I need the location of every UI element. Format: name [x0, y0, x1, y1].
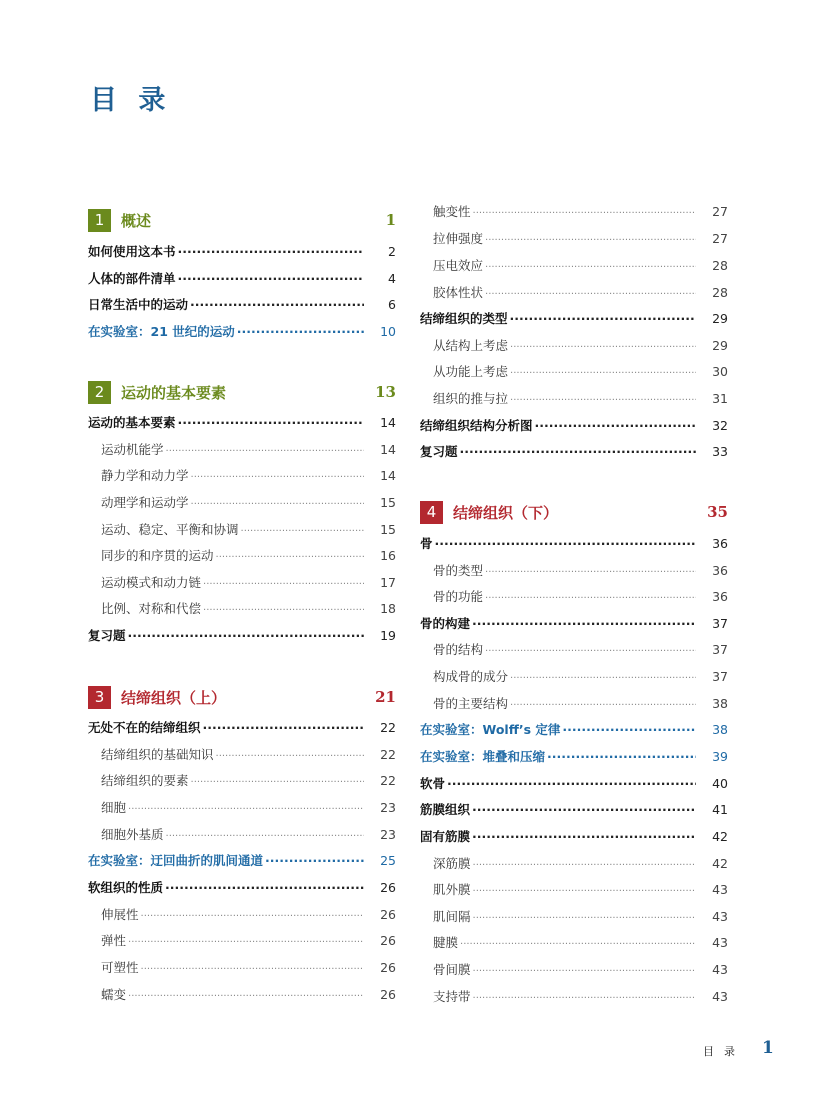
entry-label: 人体的部件清单 — [88, 271, 176, 286]
toc-subentry[interactable] — [420, 284, 728, 302]
dot-leader — [203, 719, 364, 737]
dot-leader — [485, 259, 696, 277]
entry-label: 运动机能学 — [101, 442, 164, 457]
entry-label: 运动、稳定、平衡和协调 — [101, 522, 239, 537]
toc-subentry[interactable] — [88, 959, 396, 977]
dot-leader — [473, 963, 696, 981]
entry-page-number: 38 — [712, 722, 728, 737]
dot-leader — [485, 564, 696, 582]
chapter-heading[interactable] — [88, 208, 396, 232]
toc-subentry[interactable] — [88, 441, 396, 459]
entry-page-number: 23 — [380, 800, 396, 815]
entry-label: 组织的推与拉 — [433, 391, 509, 406]
dot-leader — [166, 443, 364, 461]
dot-leader — [216, 748, 364, 766]
toc-entry[interactable] — [420, 801, 728, 819]
dot-leader — [485, 232, 696, 250]
dot-leader — [460, 936, 696, 954]
entry-page-number: 40 — [712, 776, 728, 791]
chapter-heading[interactable] — [88, 685, 396, 709]
entry-label: 可塑性 — [101, 960, 139, 975]
entry-label: 骨的功能 — [433, 589, 484, 604]
toc-subentry[interactable] — [420, 562, 728, 580]
entry-label: 支持带 — [433, 989, 471, 1004]
toc-subentry[interactable] — [88, 906, 396, 924]
toc-subentry[interactable] — [88, 574, 396, 592]
dot-leader — [510, 310, 696, 328]
entry-label: 压电效应 — [433, 258, 484, 273]
entry-label: 结缔组织的基础知识 — [101, 747, 214, 762]
toc-subentry[interactable] — [420, 257, 728, 275]
entry-page-number: 37 — [712, 669, 728, 684]
chapter-heading[interactable] — [420, 500, 728, 524]
footer-page-number: 1 — [762, 1038, 774, 1058]
entry-page-number: 42 — [712, 856, 728, 871]
entry-page-number: 42 — [712, 829, 728, 844]
entry-page-number: 39 — [712, 749, 728, 764]
toc-subentry[interactable] — [88, 494, 396, 512]
toc-subentry[interactable] — [420, 881, 728, 899]
dot-leader — [472, 828, 696, 846]
dot-leader — [473, 205, 696, 223]
entry-label: 复习题 — [88, 628, 126, 643]
entry-label: 比例、对称和代偿 — [101, 601, 202, 616]
entry-page-number: 29 — [712, 338, 728, 353]
entry-label: 日常生活中的运动 — [88, 297, 189, 312]
chapter-number-badge: 2 — [88, 381, 111, 404]
dot-leader — [191, 469, 364, 487]
entry-label: 软骨 — [420, 776, 446, 791]
entry-page-number: 22 — [380, 773, 396, 788]
entry-page-number: 28 — [712, 258, 728, 273]
entry-page-number: 33 — [712, 444, 728, 459]
toc-subentry[interactable] — [420, 668, 728, 686]
entry-label: 固有筋膜 — [420, 829, 471, 844]
chapter-title: 结缔组织（下） — [453, 503, 559, 522]
toc-subentry[interactable] — [88, 799, 396, 817]
chapter-page-number: 13 — [375, 383, 396, 401]
entry-page-number: 31 — [712, 391, 728, 406]
entry-page-number: 14 — [380, 442, 396, 457]
entry-label: 复习题 — [420, 444, 458, 459]
entry-label: 如何使用这本书 — [88, 244, 176, 259]
entry-page-number: 6 — [388, 297, 396, 312]
toc-subentry[interactable] — [88, 547, 396, 565]
entry-page-number: 36 — [712, 536, 728, 551]
toc-subentry[interactable] — [420, 588, 728, 606]
entry-label: 弹性 — [101, 933, 127, 948]
entry-label: 细胞 — [101, 800, 127, 815]
dot-leader — [141, 908, 364, 926]
chapter-title: 结缔组织（上） — [121, 688, 227, 707]
entry-page-number: 27 — [712, 231, 728, 246]
toc-subentry[interactable] — [88, 600, 396, 618]
dot-leader — [128, 801, 364, 819]
toc-subentry[interactable] — [420, 230, 728, 248]
dot-leader — [141, 961, 364, 979]
entry-page-number: 4 — [388, 271, 396, 286]
toc-subentry[interactable] — [88, 746, 396, 764]
entry-label: 深筋膜 — [433, 856, 471, 871]
entry-page-number: 22 — [380, 720, 396, 735]
entry-page-number: 36 — [712, 589, 728, 604]
toc-subentry[interactable] — [420, 390, 728, 408]
dot-leader — [191, 496, 364, 514]
dot-leader — [435, 535, 696, 553]
entry-label: 结缔组织的要素 — [101, 773, 189, 788]
toc-entry[interactable] — [88, 627, 396, 645]
dot-leader — [473, 910, 696, 928]
dot-leader — [510, 697, 696, 715]
entry-page-number: 37 — [712, 616, 728, 631]
dot-leader — [472, 801, 696, 819]
entry-page-number: 32 — [712, 418, 728, 433]
entry-page-number: 14 — [380, 468, 396, 483]
entry-page-number: 14 — [380, 415, 396, 430]
entry-label: 从功能上考虑 — [433, 364, 509, 379]
entry-page-number: 16 — [380, 548, 396, 563]
toc-subentry[interactable] — [88, 467, 396, 485]
entry-page-number: 43 — [712, 989, 728, 1004]
dot-leader — [165, 879, 364, 897]
chapter-number-badge: 3 — [88, 686, 111, 709]
dot-leader — [447, 775, 696, 793]
entry-label: 骨的类型 — [433, 563, 484, 578]
entry-label: 从结构上考虑 — [433, 338, 509, 353]
entry-label: 筋膜组织 — [420, 802, 471, 817]
toc-entry[interactable] — [420, 748, 728, 766]
dot-leader — [128, 934, 364, 952]
dot-leader — [178, 243, 364, 261]
dot-leader — [128, 988, 364, 1006]
entry-page-number: 10 — [380, 324, 396, 339]
dot-leader — [510, 365, 696, 383]
entry-label: 运动模式和动力链 — [101, 575, 202, 590]
dot-leader — [216, 549, 364, 567]
dot-leader — [191, 774, 364, 792]
entry-page-number: 19 — [380, 628, 396, 643]
entry-label: 在实验室：Wolff’s 定律 — [420, 722, 561, 737]
dot-leader — [547, 748, 696, 766]
toc-subentry[interactable] — [88, 772, 396, 790]
entry-label: 结缔组织的类型 — [420, 311, 508, 326]
entry-page-number: 28 — [712, 285, 728, 300]
toc-subentry[interactable] — [420, 855, 728, 873]
entry-label: 结缔组织结构分析图 — [420, 418, 533, 433]
entry-page-number: 36 — [712, 563, 728, 578]
toc-entry[interactable] — [420, 828, 728, 846]
entry-page-number: 41 — [712, 802, 728, 817]
toc-entry[interactable] — [420, 721, 728, 739]
dot-leader — [473, 990, 696, 1008]
entry-label: 同步的和序贯的运动 — [101, 548, 214, 563]
dot-leader — [178, 414, 364, 432]
entry-label: 腱膜 — [433, 935, 459, 950]
entry-page-number: 43 — [712, 935, 728, 950]
dot-leader — [562, 721, 696, 739]
chapter-title: 运动的基本要素 — [121, 383, 227, 402]
chapter-page-number: 21 — [375, 688, 396, 706]
entry-page-number: 43 — [712, 882, 728, 897]
entry-label: 骨的结构 — [433, 642, 484, 657]
entry-label: 运动的基本要素 — [88, 415, 176, 430]
toc-subentry[interactable] — [420, 934, 728, 952]
toc-entry[interactable] — [88, 879, 396, 897]
dot-leader — [473, 883, 696, 901]
entry-page-number: 23 — [380, 827, 396, 842]
dot-leader — [460, 443, 696, 461]
toc-subentry[interactable] — [88, 521, 396, 539]
toc-subentry[interactable] — [420, 908, 728, 926]
dot-leader — [510, 392, 696, 410]
dot-leader — [241, 523, 364, 541]
entry-label: 在实验室：21 世纪的运动 — [88, 324, 235, 339]
toc-entry[interactable] — [420, 417, 728, 435]
dot-leader — [472, 615, 696, 633]
chapter-title: 概述 — [121, 211, 152, 230]
entry-page-number: 43 — [712, 962, 728, 977]
entry-label: 骨间膜 — [433, 962, 471, 977]
entry-label: 无处不在的结缔组织 — [88, 720, 201, 735]
entry-page-number: 18 — [380, 601, 396, 616]
toc-entry[interactable] — [88, 852, 396, 870]
entry-page-number: 22 — [380, 747, 396, 762]
dot-leader — [473, 857, 696, 875]
entry-page-number: 17 — [380, 575, 396, 590]
entry-page-number: 43 — [712, 909, 728, 924]
toc-subentry[interactable] — [420, 961, 728, 979]
entry-page-number: 29 — [712, 311, 728, 326]
chapter-heading[interactable] — [88, 380, 396, 404]
entry-label: 胶体性状 — [433, 285, 484, 300]
entry-page-number: 27 — [712, 204, 728, 219]
entry-page-number: 26 — [380, 907, 396, 922]
entry-label: 动理学和运动学 — [101, 495, 189, 510]
toc-subentry[interactable] — [420, 695, 728, 713]
toc-subentry[interactable] — [420, 337, 728, 355]
toc-subentry[interactable] — [420, 203, 728, 221]
dot-leader — [510, 670, 696, 688]
toc-entry[interactable] — [420, 443, 728, 461]
entry-page-number: 26 — [380, 987, 396, 1002]
toc-entry[interactable] — [88, 414, 396, 432]
dot-leader — [265, 852, 364, 870]
page-title: 目 录 — [90, 85, 172, 116]
entry-label: 静力学和动力学 — [101, 468, 189, 483]
dot-leader — [203, 602, 364, 620]
entry-page-number: 26 — [380, 880, 396, 895]
entry-label: 构成骨的成分 — [433, 669, 509, 684]
entry-label: 伸展性 — [101, 907, 139, 922]
toc-entry[interactable] — [88, 323, 396, 341]
entry-label: 在实验室：堆叠和压缩 — [420, 749, 546, 764]
chapter-number-badge: 4 — [420, 501, 443, 524]
dot-leader — [203, 576, 364, 594]
entry-page-number: 26 — [380, 960, 396, 975]
entry-page-number: 15 — [380, 522, 396, 537]
dot-leader — [128, 627, 364, 645]
entry-label: 骨 — [420, 536, 433, 551]
toc-subentry[interactable] — [88, 986, 396, 1004]
entry-page-number: 25 — [380, 853, 396, 868]
toc-entry[interactable] — [88, 296, 396, 314]
toc-subentry[interactable] — [420, 988, 728, 1006]
footer-section-label: 目录 — [703, 1045, 745, 1058]
dot-leader — [485, 643, 696, 661]
dot-leader — [510, 339, 696, 357]
toc-entry[interactable] — [88, 270, 396, 288]
toc-subentry[interactable] — [420, 363, 728, 381]
toc-subentry[interactable] — [88, 932, 396, 950]
entry-label: 肌间隔 — [433, 909, 471, 924]
dot-leader — [485, 590, 696, 608]
toc-entry[interactable] — [88, 243, 396, 261]
entry-label: 肌外膜 — [433, 882, 471, 897]
chapter-page-number: 1 — [385, 211, 396, 229]
entry-page-number: 15 — [380, 495, 396, 510]
entry-label: 骨的构建 — [420, 616, 471, 631]
dot-leader — [485, 286, 696, 304]
toc-subentry[interactable] — [420, 641, 728, 659]
chapter-page-number: 35 — [707, 503, 728, 521]
toc-entry[interactable] — [420, 775, 728, 793]
entry-page-number: 2 — [388, 244, 396, 259]
entry-label: 拉伸强度 — [433, 231, 484, 246]
entry-page-number: 30 — [712, 364, 728, 379]
entry-page-number: 37 — [712, 642, 728, 657]
dot-leader — [166, 828, 364, 846]
entry-label: 在实验室：迂回曲折的肌间通道 — [88, 853, 264, 868]
entry-label: 软组织的性质 — [88, 880, 164, 895]
toc-entry[interactable] — [420, 535, 728, 553]
toc-entry[interactable] — [420, 615, 728, 633]
dot-leader — [535, 417, 696, 435]
dot-leader — [178, 270, 364, 288]
entry-page-number: 26 — [380, 933, 396, 948]
entry-label: 蠕变 — [101, 987, 127, 1002]
entry-label: 细胞外基质 — [101, 827, 164, 842]
toc-subentry[interactable] — [88, 826, 396, 844]
entry-page-number: 38 — [712, 696, 728, 711]
dot-leader — [237, 323, 364, 341]
toc-entry[interactable] — [88, 719, 396, 737]
entry-label: 触变性 — [433, 204, 471, 219]
entry-label: 骨的主要结构 — [433, 696, 509, 711]
chapter-number-badge: 1 — [88, 209, 111, 232]
toc-entry[interactable] — [420, 310, 728, 328]
dot-leader — [190, 296, 364, 314]
